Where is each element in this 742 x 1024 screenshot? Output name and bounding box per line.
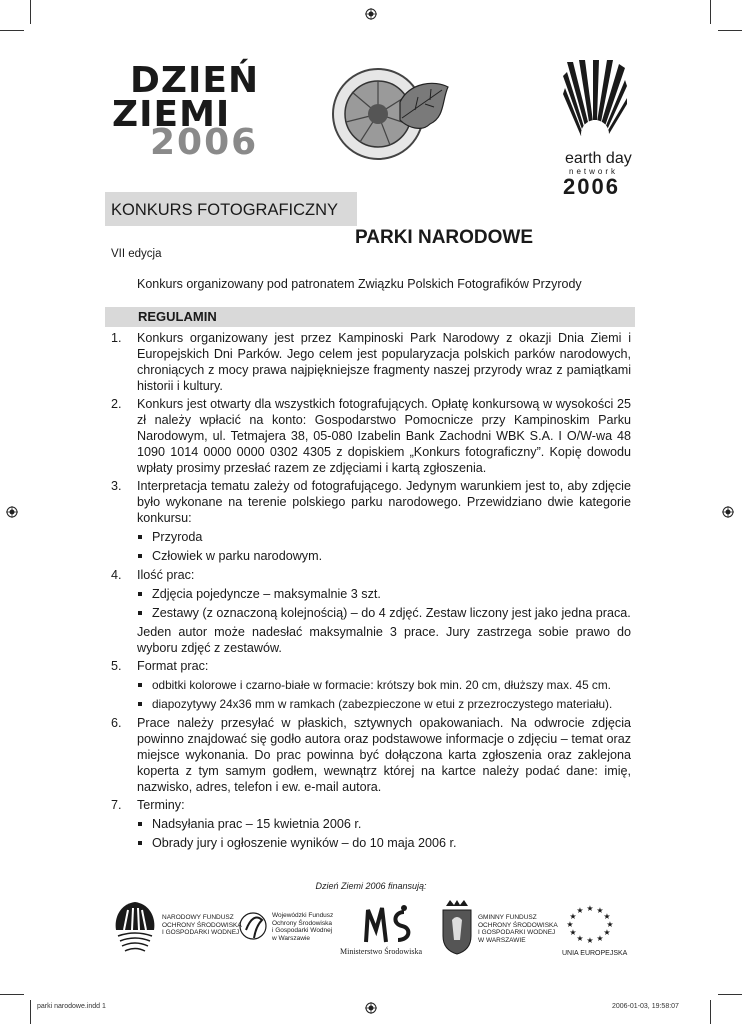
registration-mark-icon	[365, 8, 377, 20]
dzien-ziemi-logo	[112, 62, 272, 172]
svg-text:★: ★	[586, 936, 594, 945]
rule-number: 2.	[111, 397, 122, 411]
svg-text:★: ★	[596, 906, 604, 915]
regulamin-heading-bar	[105, 307, 635, 327]
svg-text:★: ★	[566, 920, 574, 929]
bullet-item: Człowiek w parku narodowym.	[137, 548, 631, 564]
earth-day-year: 2006	[563, 174, 620, 199]
logo-ziemi: ZIEMI	[112, 94, 231, 135]
logo-dzien: DZIEŃ	[130, 60, 260, 101]
svg-text:★: ★	[606, 920, 614, 929]
nfosigw-line: OCHRONY ŚRODOWISKA	[162, 921, 242, 929]
svg-text:★: ★	[576, 906, 584, 915]
nfosigw-emblem-icon	[112, 900, 158, 954]
rule-6	[111, 715, 631, 795]
patronage-text: Konkurs organizowany pod patronatem Związku Polskich Fotografików Przyrody	[137, 277, 582, 291]
rule-number: 3.	[111, 479, 122, 493]
bullet-item: Przyroda	[137, 529, 631, 545]
sponsors-heading: Dzień Ziemi 2006 finansują:	[315, 881, 427, 891]
wfosigw-emblem-icon	[238, 908, 268, 948]
warsaw-coat-of-arms-icon	[440, 900, 474, 956]
footer-timestamp: 2006-01-03, 19:58:07	[612, 1003, 679, 1010]
eu-stars-icon	[560, 902, 620, 948]
rule-text: Terminy:	[137, 798, 185, 812]
regulamin-heading: REGULAMIN	[138, 309, 217, 324]
bullet-item: Zdjęcia pojedyncze – maksymalnie 3 szt.	[137, 586, 631, 602]
ministry-emblem-icon	[360, 902, 430, 946]
crop-mark	[0, 30, 24, 31]
rule-3	[111, 478, 631, 564]
nfosigw-line: I GOSPODARKI WODNEJ	[162, 929, 240, 936]
edition-label: VII edycja	[111, 248, 162, 260]
rule-number: 6.	[111, 716, 122, 730]
svg-text:★: ★	[603, 928, 611, 937]
network-text: network	[569, 167, 619, 176]
bullet-item: Obrady jury i ogłoszenie wyników – do 10 maja 2006 r.	[137, 835, 631, 851]
earth-day-text: earth day	[565, 150, 632, 167]
sunburst-icon	[563, 60, 627, 145]
ministry-text: Ministerstwo Środowiska	[340, 947, 422, 956]
gfosigw-line: GMINNY FUNDUSZ	[478, 914, 537, 921]
rule-text: Interpretacja tematu zależy od fotografującego. Jedynym warunkiem jest to, aby zdjęcie było wykonane na terenie polskiego parku narodowego. Przewidziano dwie kategorie konkursu:	[137, 479, 631, 525]
gfosigw-line: I GOSPODARKI WODNEJ	[478, 929, 556, 936]
registration-mark-icon	[722, 506, 734, 518]
contest-seal-logo	[330, 62, 450, 162]
rule-4	[111, 567, 631, 656]
bullet-item: diapozytywy 24x36 mm w ramkach (zabezpieczone w etui z przezroczystego materiału).	[137, 696, 631, 712]
svg-text:★: ★	[586, 904, 594, 913]
rule-number: 5.	[111, 659, 122, 673]
footer-filename: parki narodowe.indd 1	[37, 1003, 106, 1010]
gfosigw-line: W WARSZAWIE	[478, 936, 526, 944]
crop-mark	[718, 994, 742, 995]
rule-text: Konkurs organizowany jest przez Kampinoski Park Narodowy z okazji Dnia Ziemi i Europejskich Dni Parków. Jego celem jest popularyzacja polskich parków narodowych, chroniących z mocy prawa najpiękniejsze fragmenty naszej przyrody wraz z pamiątkami historii i kultury.	[137, 331, 631, 393]
nfosigw-line: NARODOWY FUNDUSZ	[162, 914, 234, 921]
eu-text: UNIA EUROPEJSKA	[562, 950, 628, 957]
konkurs-heading: KONKURS FOTOGRAFICZNY	[111, 201, 339, 219]
rule-text: Format prac:	[137, 659, 209, 673]
registration-mark-icon	[365, 1002, 377, 1014]
crop-mark	[30, 1000, 31, 1024]
svg-text:★: ★	[603, 912, 611, 921]
wfosigw-line: Ochrony Środowiska	[272, 919, 332, 927]
wfosigw-line: i Gospodarki Wodnej	[272, 927, 333, 934]
svg-text:★: ★	[596, 934, 604, 943]
svg-text:★: ★	[569, 928, 577, 937]
earth-day-network-logo	[555, 60, 635, 200]
rule-7	[111, 797, 631, 851]
rule-text: Prace należy przesyłać w płaskich, sztywnych opakowaniach. Na odwrocie zdjęcia powinno znajdować się godło autora oraz podstawowe informacje o zdjęciu – temat oraz miejsce wykonania. Do prac powinna być dołączona karta zgłoszenia oraz zaklejona koperta z tym samym godłem, wewnątrz której na kartce należy podać dane: imię, nazwisko, adres, telefon i ew. e-mail autora.	[137, 716, 631, 794]
bullet-item: Nadsyłania prac – 15 kwietnia 2006 r.	[137, 816, 631, 832]
registration-mark-icon	[6, 506, 18, 518]
rule-1	[111, 330, 631, 394]
logo-year: 2006	[150, 122, 259, 163]
crop-mark	[30, 0, 31, 24]
crop-mark	[718, 30, 742, 31]
rule-number: 1.	[111, 331, 122, 345]
rules-list	[111, 330, 631, 854]
konkurs-heading-bar	[105, 192, 357, 226]
wfosigw-line: w Warszawie	[272, 934, 311, 942]
gfosigw-line: OCHRONY ŚRODOWISKA	[478, 921, 558, 929]
rule-number: 7.	[111, 798, 122, 812]
crop-mark	[710, 1000, 711, 1024]
rule-note: Jeden autor może nadesłać maksymalnie 3 prace. Jury zastrzega sobie prawo do wyboru zdjęć z zestawów.	[137, 625, 631, 655]
rule-number: 4.	[111, 568, 122, 582]
rule-5	[111, 658, 631, 712]
rule-text: Konkurs jest otwarty dla wszystkich fotografujących. Opłatę konkursową w wysokości 25 zł należy wpłacić na konto: Gospodarstwo Pomocnicze przy Kampinoskim Parku Narodowym, ul. Tetmajera 38, 05-080 Izabelin Bank Zachodni WBK S.A. I O/W-wa 48 1090 1014 0000 0000 0302 4305 z dopiskiem „Konkurs fotograficzny”. Kopię dowodu wpłaty prosimy przesłać razem ze zdjęciami i kartą zgłoszenia.	[137, 397, 631, 475]
page-title: PARKI NARODOWE	[355, 227, 534, 248]
rule-text: Ilość prac:	[137, 568, 195, 582]
bullet-item: odbitki kolorowe i czarno-białe w formacie: krótszy bok min. 20 cm, dłuższy max. 45 cm.	[137, 677, 631, 693]
bullet-item: Zestawy (z oznaczoną kolejnością) – do 4 zdjęć. Zestaw liczony jest jako jedna praca.	[137, 605, 631, 621]
svg-text:★: ★	[569, 912, 577, 921]
crop-mark	[710, 0, 711, 24]
svg-text:★: ★	[576, 934, 584, 943]
crop-mark	[0, 994, 24, 995]
wfosigw-line: Wojewódzki Fundusz	[272, 912, 334, 919]
rule-2	[111, 396, 631, 476]
